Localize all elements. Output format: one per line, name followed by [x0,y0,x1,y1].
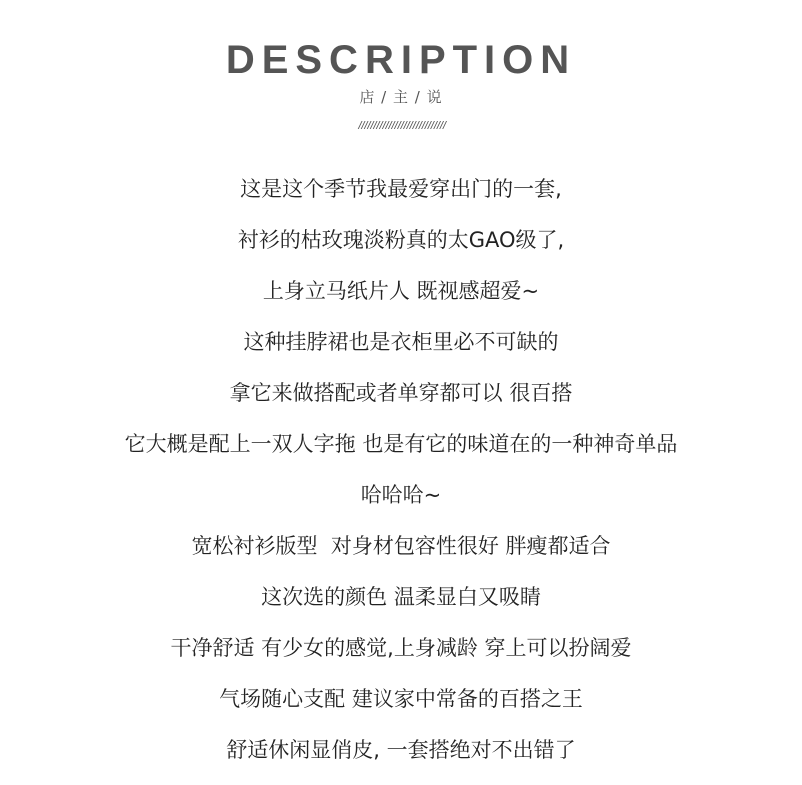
text-line: 拿它来做搭配或者单穿都可以 很百搭 [229,381,573,405]
text-line: 这是这个季节我最爱穿出门的一套, [240,177,562,201]
text-line: 气场随心支配 建议家中常备的百搭之王 [219,687,583,711]
page-subtitle: 店 / 主 / 说 [359,88,443,106]
page-title: DESCRIPTION [225,38,577,82]
text-line: 它大概是配上一双人字拖 也是有它的味道在的一种神奇单品 [124,432,678,456]
text-line: 舒适休闲显俏皮, 一套搭绝对不出错了 [226,738,576,762]
description-text [0,164,802,776]
decorative-divider: ///////////////////////////// [357,120,445,131]
text-line: 上身立马纸片人 既视感超爱~ [262,279,540,303]
text-line: 这次选的颜色 温柔显白又吸睛 [261,585,541,609]
text-line: 宽松衬衫版型 对身材包容性很好 胖瘦都适合 [191,534,611,558]
text-line: 衬衫的枯玫瑰淡粉真的太GAO级了, [237,228,565,252]
text-line: 这种挂脖裙也是衣柜里必不可缺的 [243,330,559,354]
text-line: 哈哈哈~ [360,483,442,507]
description-header [0,0,802,140]
text-line: 干净舒适 有少女的感觉,上身减龄 穿上可以扮阔爱 [170,636,632,660]
